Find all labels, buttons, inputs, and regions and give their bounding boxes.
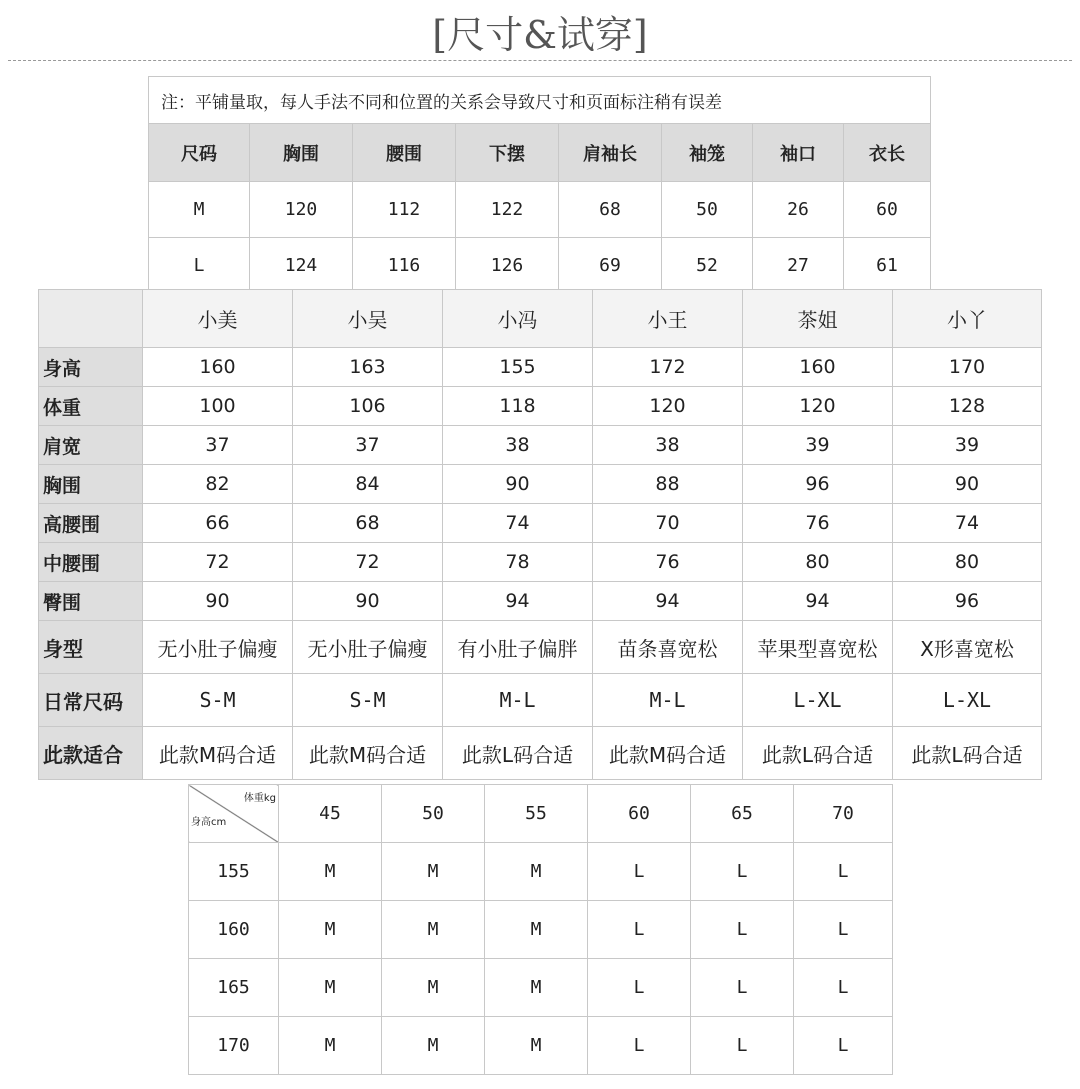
- tryon-cell: 37: [293, 426, 443, 465]
- tryon-cell: L-XL: [743, 674, 893, 727]
- row-label: 高腰围: [39, 504, 143, 543]
- row-label: 肩宽: [39, 426, 143, 465]
- table-row: [39, 543, 1042, 582]
- fit-corner: [189, 785, 279, 843]
- fit-cell: M: [382, 1017, 485, 1075]
- model-name: 小美: [143, 290, 293, 348]
- row-label: 日常尺码: [39, 674, 143, 727]
- tryon-cell: 160: [743, 348, 893, 387]
- size-cell: 26: [753, 182, 844, 238]
- tryon-cell: 100: [143, 387, 293, 426]
- tryon-cell: 120: [593, 387, 743, 426]
- tryon-cell: 74: [893, 504, 1042, 543]
- tryon-cell: S-M: [293, 674, 443, 727]
- weight-header: 70: [794, 785, 893, 843]
- fit-cell: M: [279, 901, 382, 959]
- size-header-cell: 下摆: [456, 124, 559, 182]
- table-row: [149, 238, 931, 294]
- height-label: 160: [189, 901, 279, 959]
- tryon-cell: 76: [743, 504, 893, 543]
- tryon-cell: M-L: [593, 674, 743, 727]
- fit-cell: L: [794, 901, 893, 959]
- size-cell: 69: [559, 238, 662, 294]
- size-header-cell: 胸围: [250, 124, 353, 182]
- fit-cell: L: [691, 959, 794, 1017]
- tryon-cell: 无小肚子偏瘦: [293, 621, 443, 674]
- tryon-cell: 90: [443, 465, 593, 504]
- fit-cell: L: [691, 843, 794, 901]
- fit-cell: L: [794, 843, 893, 901]
- tryon-cell: 38: [443, 426, 593, 465]
- tryon-cell: 172: [593, 348, 743, 387]
- tryon-cell: 39: [743, 426, 893, 465]
- height-label: 170: [189, 1017, 279, 1075]
- tryon-cell: 此款M码合适: [143, 727, 293, 780]
- height-label: 165: [189, 959, 279, 1017]
- size-cell: 124: [250, 238, 353, 294]
- tryon-cell: 78: [443, 543, 593, 582]
- fit-cell: M: [485, 843, 588, 901]
- dashed-divider: [8, 60, 1072, 61]
- table-row: [189, 959, 893, 1017]
- tryon-cell: 155: [443, 348, 593, 387]
- tryon-cell: 94: [593, 582, 743, 621]
- tryon-cell: 118: [443, 387, 593, 426]
- weight-header: 45: [279, 785, 382, 843]
- fit-header-row: [189, 785, 893, 843]
- tryon-cell: 80: [893, 543, 1042, 582]
- tryon-cell: 128: [893, 387, 1042, 426]
- tryon-cell: 163: [293, 348, 443, 387]
- size-cell: 122: [456, 182, 559, 238]
- fit-cell: M: [485, 1017, 588, 1075]
- row-label: 中腰围: [39, 543, 143, 582]
- row-label: 体重: [39, 387, 143, 426]
- tryon-cell: 120: [743, 387, 893, 426]
- size-cell: 126: [456, 238, 559, 294]
- size-header-cell: 衣长: [844, 124, 931, 182]
- table-row: [39, 621, 1042, 674]
- tryon-cell: 70: [593, 504, 743, 543]
- table-row: [39, 727, 1042, 780]
- page-title: [尺寸&试穿]: [432, 13, 648, 57]
- size-header-cell: 袖口: [753, 124, 844, 182]
- table-row: [39, 582, 1042, 621]
- size-cell: 68: [559, 182, 662, 238]
- fit-cell: L: [588, 901, 691, 959]
- size-cell: 60: [844, 182, 931, 238]
- size-header-row: [149, 124, 931, 182]
- table-row: [189, 1017, 893, 1075]
- tryon-cell: 37: [143, 426, 293, 465]
- fit-cell: L: [794, 1017, 893, 1075]
- size-cell: 116: [353, 238, 456, 294]
- tryon-cell: 170: [893, 348, 1042, 387]
- row-label: 臀围: [39, 582, 143, 621]
- model-name: 茶姐: [743, 290, 893, 348]
- size-header-cell: 尺码: [149, 124, 250, 182]
- row-label: 胸围: [39, 465, 143, 504]
- tryon-cell: 88: [593, 465, 743, 504]
- tryon-cell: 74: [443, 504, 593, 543]
- fit-cell: L: [794, 959, 893, 1017]
- fit-cell: L: [588, 959, 691, 1017]
- size-cell: 50: [662, 182, 753, 238]
- size-cell: M: [149, 182, 250, 238]
- model-name: 小吴: [293, 290, 443, 348]
- tryon-cell: 90: [293, 582, 443, 621]
- tryon-cell: 66: [143, 504, 293, 543]
- fit-cell: M: [485, 901, 588, 959]
- size-cell: 120: [250, 182, 353, 238]
- model-name: 小丫: [893, 290, 1042, 348]
- table-row: [189, 843, 893, 901]
- table-row: [39, 387, 1042, 426]
- fit-cell: M: [279, 959, 382, 1017]
- size-cell: L: [149, 238, 250, 294]
- corner-weight-label: 体重kg: [243, 793, 276, 804]
- fit-cell: L: [691, 1017, 794, 1075]
- fit-cell: L: [588, 1017, 691, 1075]
- tryon-cell: 68: [293, 504, 443, 543]
- table-row: [189, 901, 893, 959]
- size-table: [148, 76, 931, 294]
- row-label: 身高: [39, 348, 143, 387]
- tryon-cell: 160: [143, 348, 293, 387]
- tryon-cell: M-L: [443, 674, 593, 727]
- corner-height-label: 身高cm: [191, 817, 227, 828]
- tryon-cell: 90: [143, 582, 293, 621]
- size-cell: 52: [662, 238, 753, 294]
- weight-header: 50: [382, 785, 485, 843]
- tryon-cell: 80: [743, 543, 893, 582]
- tryon-cell: S-M: [143, 674, 293, 727]
- table-row: [39, 348, 1042, 387]
- tryon-cell: 39: [893, 426, 1042, 465]
- fit-cell: M: [382, 843, 485, 901]
- size-cell: 61: [844, 238, 931, 294]
- fit-cell: M: [279, 843, 382, 901]
- weight-header: 65: [691, 785, 794, 843]
- tryon-cell: 此款M码合适: [293, 727, 443, 780]
- size-header-cell: 肩袖长: [559, 124, 662, 182]
- table-row: [39, 504, 1042, 543]
- fit-cell: L: [691, 901, 794, 959]
- table-row: [39, 465, 1042, 504]
- height-label: 155: [189, 843, 279, 901]
- fit-cell: M: [279, 1017, 382, 1075]
- table-row: [39, 426, 1042, 465]
- tryon-cell: 94: [443, 582, 593, 621]
- tryon-cell: 此款L码合适: [743, 727, 893, 780]
- model-name: 小王: [593, 290, 743, 348]
- tryon-cell: 96: [893, 582, 1042, 621]
- tryon-cell: 38: [593, 426, 743, 465]
- table-row: [149, 182, 931, 238]
- tryon-cell: 82: [143, 465, 293, 504]
- tryon-corner: [39, 290, 143, 348]
- tryon-cell: 94: [743, 582, 893, 621]
- tryon-cell: 有小肚子偏胖: [443, 621, 593, 674]
- fit-table: [188, 784, 893, 1075]
- fit-cell: M: [382, 959, 485, 1017]
- tryon-cell: 苹果型喜宽松: [743, 621, 893, 674]
- tryon-cell: 苗条喜宽松: [593, 621, 743, 674]
- tryon-cell: 76: [593, 543, 743, 582]
- tryon-table: [38, 289, 1042, 780]
- row-label: 身型: [39, 621, 143, 674]
- table-row: [39, 674, 1042, 727]
- size-cell: 27: [753, 238, 844, 294]
- tryon-cell: 90: [893, 465, 1042, 504]
- size-cell: 112: [353, 182, 456, 238]
- weight-header: 60: [588, 785, 691, 843]
- tryon-cell: 106: [293, 387, 443, 426]
- size-header-cell: 袖笼: [662, 124, 753, 182]
- tryon-cell: 96: [743, 465, 893, 504]
- tryon-cell: 84: [293, 465, 443, 504]
- tryon-cell: 72: [293, 543, 443, 582]
- tryon-header-row: [39, 290, 1042, 348]
- tryon-cell: 无小肚子偏瘦: [143, 621, 293, 674]
- tryon-cell: 此款M码合适: [593, 727, 743, 780]
- tryon-cell: X形喜宽松: [893, 621, 1042, 674]
- size-note: 注：平铺量取，每人手法不同和位置的关系会导致尺寸和页面标注稍有误差: [149, 77, 931, 124]
- model-name: 小冯: [443, 290, 593, 348]
- fit-cell: L: [588, 843, 691, 901]
- tryon-cell: 此款L码合适: [893, 727, 1042, 780]
- size-header-cell: 腰围: [353, 124, 456, 182]
- weight-header: 55: [485, 785, 588, 843]
- tryon-cell: 此款L码合适: [443, 727, 593, 780]
- row-label: 此款适合: [39, 727, 143, 780]
- fit-cell: M: [485, 959, 588, 1017]
- fit-cell: M: [382, 901, 485, 959]
- tryon-cell: 72: [143, 543, 293, 582]
- tryon-cell: L-XL: [893, 674, 1042, 727]
